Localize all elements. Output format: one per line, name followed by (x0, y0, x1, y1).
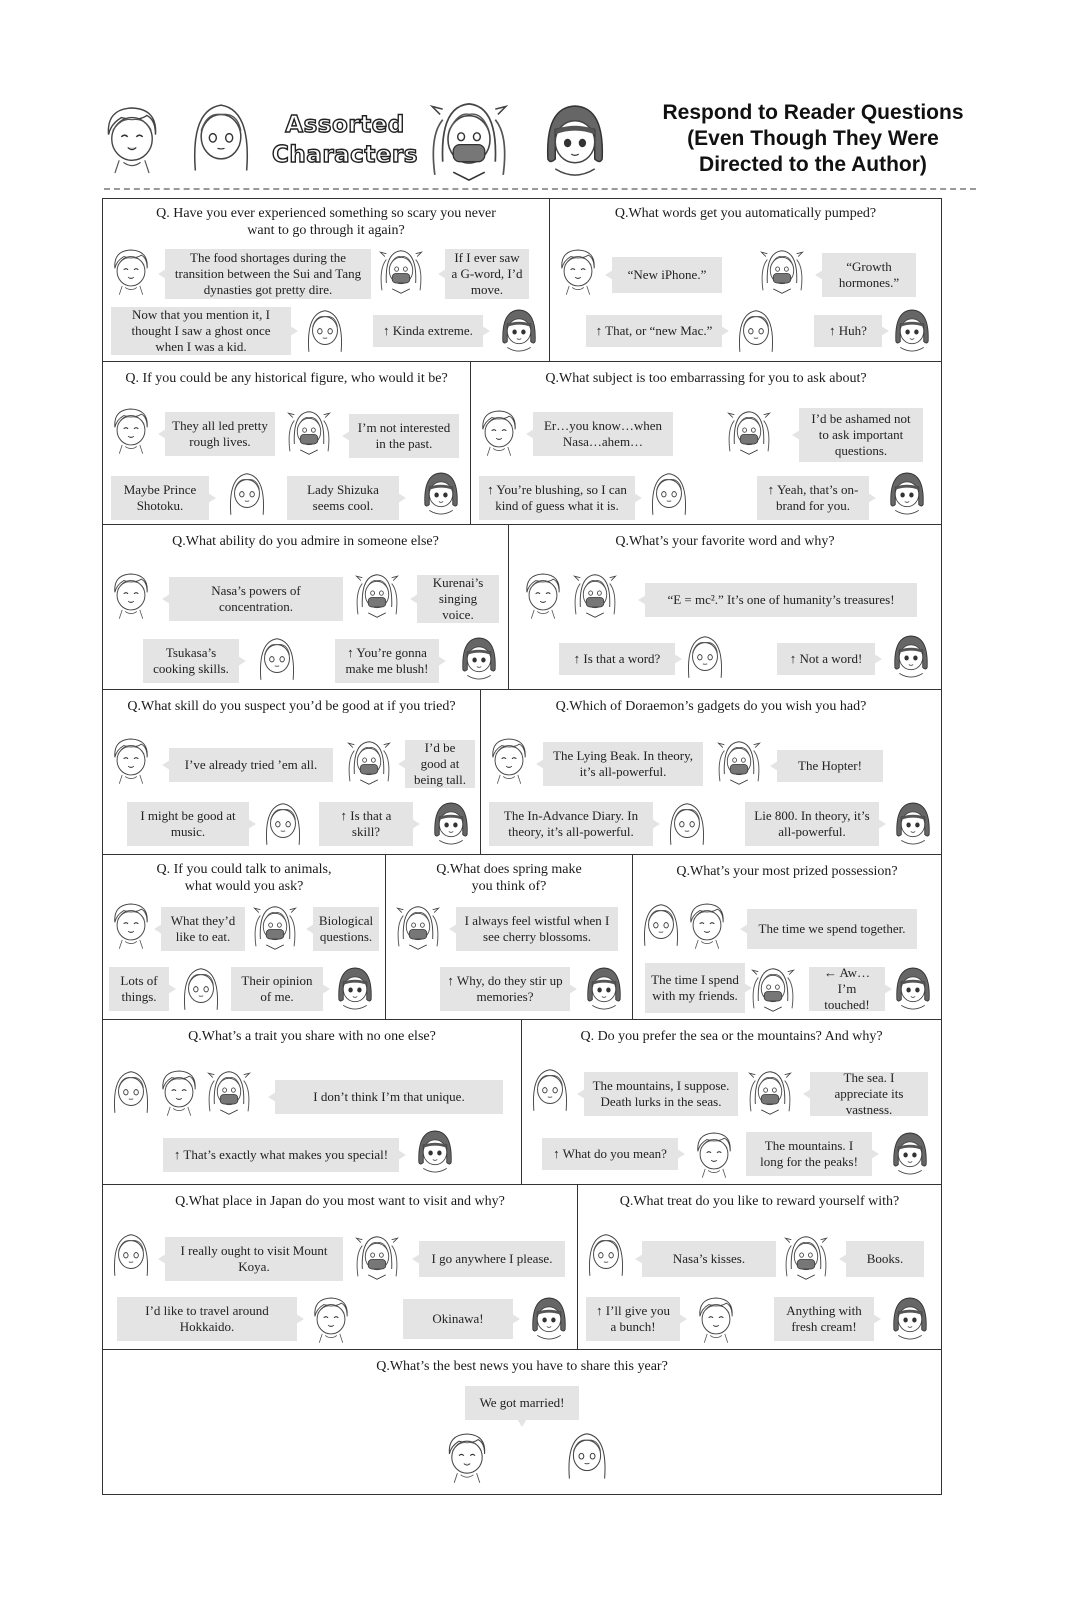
question: Q.Which of Doraemon’s gadgets do you wish you had? (555, 699, 867, 714)
chitose-avatar (261, 798, 305, 852)
speech-bubble: I don’t think I’m that unique. (275, 1080, 503, 1114)
qa-panel-ability (102, 524, 509, 690)
speech-bubble: The Lying Beak. In theory, it’s all-powerful. (543, 742, 703, 786)
speech-bubble: The mountains. I long for the peaks! (746, 1132, 872, 1176)
tsukasa-avatar (109, 569, 153, 623)
kaname-avatar (379, 245, 423, 299)
aya-avatar (413, 1126, 457, 1180)
question: Q.What subject is too embarrassing for you to ask about? (545, 371, 867, 386)
speech-bubble: I’d be good at being tall. (405, 740, 475, 788)
qa-panel-treat (577, 1184, 942, 1350)
speech-bubble: Okinawa! (403, 1299, 513, 1339)
speech-bubble: ↑ Yeah, that’s on-brand for you. (757, 476, 869, 520)
kaname-avatar (253, 901, 297, 955)
question: Q.What’s your most prized possession? (676, 864, 898, 879)
qa-panel-scary (102, 198, 550, 362)
chitose-avatar (683, 631, 727, 685)
speech-bubble: ↑ What do you mean? (542, 1138, 678, 1170)
speech-bubble: The time I spend with my friends. (645, 963, 745, 1013)
speech-bubble: Er…you know…when Nasa…ahem… (533, 412, 673, 456)
kaname-avatar (355, 569, 399, 623)
speech-bubble: ↑ That, or “new Mac.” (586, 315, 722, 347)
speech-bubble: The In-Advance Diary. In theory, it’s all-powerful. (489, 802, 653, 846)
tsukasa-avatar (109, 899, 153, 953)
tsukasa-avatar (477, 406, 521, 460)
aya-avatar (419, 468, 463, 522)
tsukasa-avatar (692, 1128, 736, 1182)
aya-avatar (890, 305, 934, 359)
chitose-avatar (734, 305, 778, 359)
header-divider (104, 188, 976, 190)
speech-bubble: Tsukasa’s cooking skills. (143, 639, 239, 683)
speech-bubble: Their opinion of me. (231, 967, 323, 1011)
nasa-avatar (563, 1426, 611, 1488)
speech-bubble: ↑ Kinda extreme. (373, 315, 483, 347)
speech-bubble: “Growth hormones.” (822, 253, 916, 297)
kaname-avatar (207, 1066, 251, 1120)
speech-bubble: I go anywhere I please. (419, 1241, 565, 1277)
question: Q. Do you prefer the sea or the mountains? And why? (580, 1029, 883, 1044)
qa-panel-japan-place (102, 1184, 578, 1350)
speech-bubble: I’m not interested in the past. (349, 414, 459, 458)
speech-bubble: The sea. I appreciate its vastness. (810, 1072, 928, 1116)
chitose-avatar (255, 633, 299, 687)
logo-line-2: Characters (272, 142, 418, 168)
kaname-avatar (424, 96, 514, 188)
speech-bubble: Now that you mention it, I thought I saw a ghost once when I was a kid. (111, 307, 291, 355)
question: Q.What’s the best news you have to share this year? (376, 1359, 668, 1374)
speech-bubble: Maybe Prince Shotoku. (111, 476, 209, 520)
tsukasa-avatar (521, 569, 565, 623)
speech-bubble: Anything with fresh cream! (774, 1297, 874, 1341)
chitose-avatar (647, 468, 691, 522)
title-line-2: (Even Though They Were (687, 127, 939, 150)
question: Q.What’s your favorite word and why? (615, 534, 835, 549)
aya-avatar (888, 1293, 932, 1347)
tsukasa-avatar (487, 734, 531, 788)
qa-panel-historical (102, 361, 471, 525)
aya-avatar (891, 798, 935, 852)
chitose-avatar (303, 305, 347, 359)
speech-bubble: The food shortages during the transition between the Sui and Tang dynasties got pretty dire. (165, 249, 371, 299)
speech-bubble: ↑ That’s exactly what makes you special! (163, 1138, 399, 1172)
speech-bubble: The time we spend together. (747, 909, 917, 949)
speech-bubble: I’d be ashamed not to ask important questions. (799, 408, 923, 462)
speech-bubble: I really ought to visit Mount Koya. (165, 1237, 343, 1281)
title-line-3: Directed to the Author) (699, 153, 927, 176)
qa-panel-best-news (102, 1349, 942, 1495)
question: Q. Have you ever experienced something so scary you never want to go through it again? (156, 206, 496, 238)
kaname-avatar (347, 736, 391, 790)
speech-bubble: What they’d like to eat. (161, 907, 245, 951)
qa-panel-prized-possession (632, 854, 942, 1020)
assorted-characters-logo (270, 110, 420, 170)
kaname-avatar (727, 406, 771, 460)
speech-bubble: If I ever saw a G-word, I’d move. (445, 249, 529, 299)
qa-panel-spring (385, 854, 633, 1020)
qa-panel-favorite-word (508, 524, 942, 690)
kaname-avatar (751, 963, 795, 1017)
tsukasa-avatar (694, 1293, 738, 1347)
speech-bubble: I’d like to travel around Hokkaido. (117, 1297, 297, 1341)
question: Q.What place in Japan do you most want to visit and why? (175, 1194, 505, 1209)
question: Q.What ability do you admire in someone else? (172, 534, 439, 549)
aya-avatar (889, 631, 933, 685)
page-title (648, 100, 978, 178)
kaname-avatar (760, 245, 804, 299)
speech-bubble: The Hopter! (777, 750, 883, 782)
chitose-avatar (639, 899, 683, 953)
speech-bubble: Lie 800. In theory, it’s all-powerful. (745, 802, 879, 846)
speech-bubble: ↑ You’re blushing, so I can kind of guess what it is. (479, 476, 635, 520)
speech-bubble: ↑ Is that a word? (559, 643, 675, 675)
speech-bubble: ↑ Is that a skill? (319, 802, 413, 846)
speech-bubble: Nasa’s powers of concentration. (169, 577, 343, 621)
question: Q.What skill do you suspect you’d be good at if you tried? (127, 699, 456, 714)
qa-panel-sea-mountains (521, 1019, 942, 1185)
chitose-avatar (584, 1229, 628, 1283)
tsukasa-avatar (109, 245, 153, 299)
tsukasa-avatar (100, 95, 164, 185)
question: Q. If you could talk to animals, what would you ask? (156, 862, 332, 894)
speech-bubble: ↑ You’re gonna make me blush! (335, 639, 439, 683)
speech-bubble: We got married! (465, 1386, 579, 1420)
speech-bubble: ↑ Why, do they stir up memories? (440, 967, 570, 1011)
chitose-avatar (109, 1229, 153, 1283)
question: Q.What’s a trait you share with no one else? (188, 1029, 436, 1044)
chitose-avatar (225, 468, 269, 522)
speech-bubble: Books. (846, 1241, 924, 1277)
speech-bubble: “New iPhone.” (612, 257, 722, 293)
tsukasa-avatar (685, 899, 729, 953)
tsukasa-avatar (556, 245, 600, 299)
tsukasa-avatar (157, 1066, 201, 1120)
kaname-avatar (717, 736, 761, 790)
tsukasa-avatar (309, 1293, 353, 1347)
aya-avatar (527, 1293, 571, 1347)
aya-avatar (885, 468, 929, 522)
speech-bubble: Biological questions. (313, 907, 379, 951)
chitose-avatar (528, 1064, 572, 1118)
tsukasa-avatar (443, 1428, 491, 1488)
speech-bubble: “E = mc².” It’s one of humanity’s treasures! (645, 583, 917, 617)
speech-bubble: Nasa’s kisses. (642, 1241, 776, 1277)
speech-bubble: Lady Shizuka seems cool. (287, 476, 399, 520)
aya-avatar (582, 963, 626, 1017)
aya-avatar (888, 1128, 932, 1182)
qa-panel-pumped (549, 198, 942, 362)
chitose-avatar (179, 963, 223, 1017)
speech-bubble: ↑ Huh? (814, 315, 882, 347)
tsukasa-avatar (109, 404, 153, 458)
aya-avatar (457, 633, 501, 687)
title-line-1: Respond to Reader Questions (662, 101, 964, 124)
speech-bubble: ↑ Not a word! (777, 643, 875, 675)
speech-bubble: The mountains, I suppose. Death lurks in the seas. (584, 1072, 738, 1116)
aya-avatar (429, 798, 473, 852)
qa-panel-animals (102, 854, 386, 1020)
qa-panel-doraemon (480, 689, 942, 855)
kaname-avatar (748, 1066, 792, 1120)
speech-bubble: Kurenai’s singing voice. (417, 575, 499, 623)
speech-bubble: I might be good at music. (127, 802, 249, 846)
question: Q.What does spring make you think of? (436, 862, 582, 894)
qa-panel-skill (102, 689, 481, 855)
speech-bubble: They all led pretty rough lives. (165, 412, 275, 456)
kaname-avatar (355, 1231, 399, 1285)
qa-panel-trait (102, 1019, 522, 1185)
question: Q.What words get you automatically pumped? (614, 206, 877, 221)
aya-avatar (333, 963, 377, 1017)
kaname-avatar (784, 1231, 828, 1285)
aya-avatar (497, 305, 541, 359)
logo-line-1: Assorted (285, 112, 405, 138)
speech-bubble: I’ve already tried ’em all. (169, 748, 333, 782)
tsukasa-avatar (109, 734, 153, 788)
speech-bubble: I always feel wistful when I see cherry blossoms. (456, 907, 618, 951)
aya-avatar (538, 98, 612, 188)
speech-bubble: Lots of things. (109, 967, 169, 1011)
speech-bubble: ↑ I’ll give you a bunch! (586, 1297, 680, 1341)
chitose-avatar (109, 1066, 153, 1120)
question: Q. If you could be any historical figure, who would it be? (125, 371, 448, 386)
aya-avatar (891, 963, 935, 1017)
chitose-avatar (186, 92, 256, 186)
kaname-avatar (396, 901, 440, 955)
kaname-avatar (287, 406, 331, 460)
qa-panel-embarrassing (470, 361, 942, 525)
kaname-avatar (573, 569, 617, 623)
question: Q.What treat do you like to reward yourself with? (619, 1194, 900, 1209)
chitose-avatar (665, 798, 709, 852)
speech-bubble: ← Aw… I’m touched! (809, 967, 885, 1011)
